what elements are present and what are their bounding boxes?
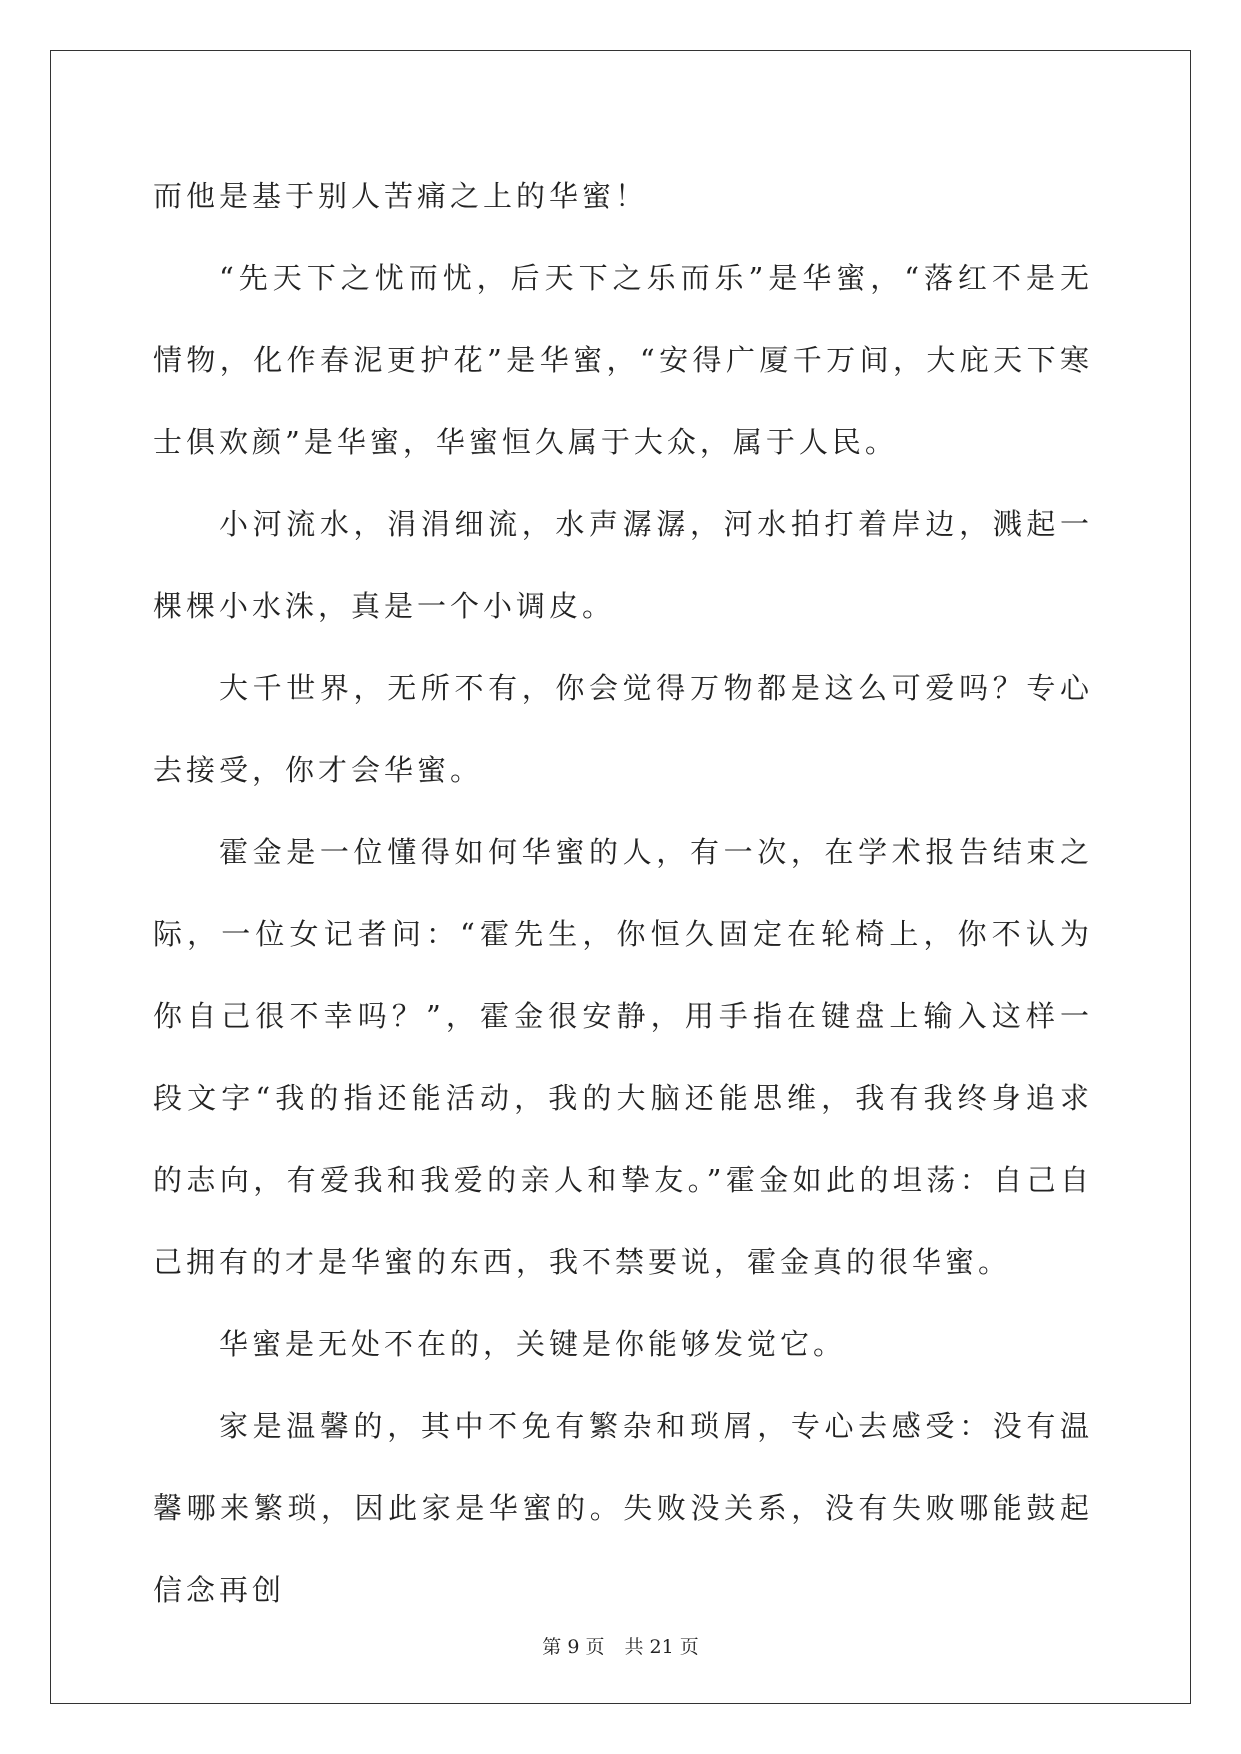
page-number: 第 9 页 — [542, 1636, 605, 1658]
paragraph-4: 大千世界，无所不有，你会觉得万物都是这么可爱吗？专心去接受，你才会华蜜。 — [153, 671, 1093, 787]
page-footer — [0, 1632, 1241, 1659]
page-total: 共 21 页 — [624, 1636, 699, 1658]
paragraph-6: 华蜜是无处不在的，关键是你能够发觉它。 — [219, 1327, 847, 1361]
paragraph-7: 家是温馨的，其中不免有繁杂和琐屑，专心去感受：没有温馨哪来繁琐，因此家是华蜜的。失败没关系，没有失败哪能鼓起信念再创 — [153, 1409, 1093, 1607]
document-body — [153, 155, 1093, 1607]
paragraph-2: “先天下之忧而忧，后天下之乐而乐”是华蜜，“落红不是无情物，化作春泥更护花”是华蜜，“安得广厦千万间，大庇天下寒士俱欢颜”是华蜜，华蜜恒久属于大众，属于人民。 — [153, 261, 1093, 459]
paragraph-5: 霍金是一位懂得如何华蜜的人，有一次，在学术报告结束之际，一位女记者问：“霍先生，你恒久固定在轮椅上，你不认为你自己很不幸吗？”，霍金很安静，用手指在键盘上输入这样一段文字“我的指还能活动，我的大脑还能思维，我有我终身追求的志向，有爱我和我爱的亲人和挚友。”霍金如此的坦荡：自己自己拥有的才是华蜜的东西，我不禁要说，霍金真的很华蜜。 — [153, 835, 1093, 1279]
paragraph-3: 小河流水，涓涓细流，水声潺潺，河水拍打着岸边，溅起一棵棵小水洙，真是一个小调皮。 — [153, 507, 1093, 623]
paragraph-1: 而他是基于别人苦痛之上的华蜜！ — [153, 179, 649, 213]
